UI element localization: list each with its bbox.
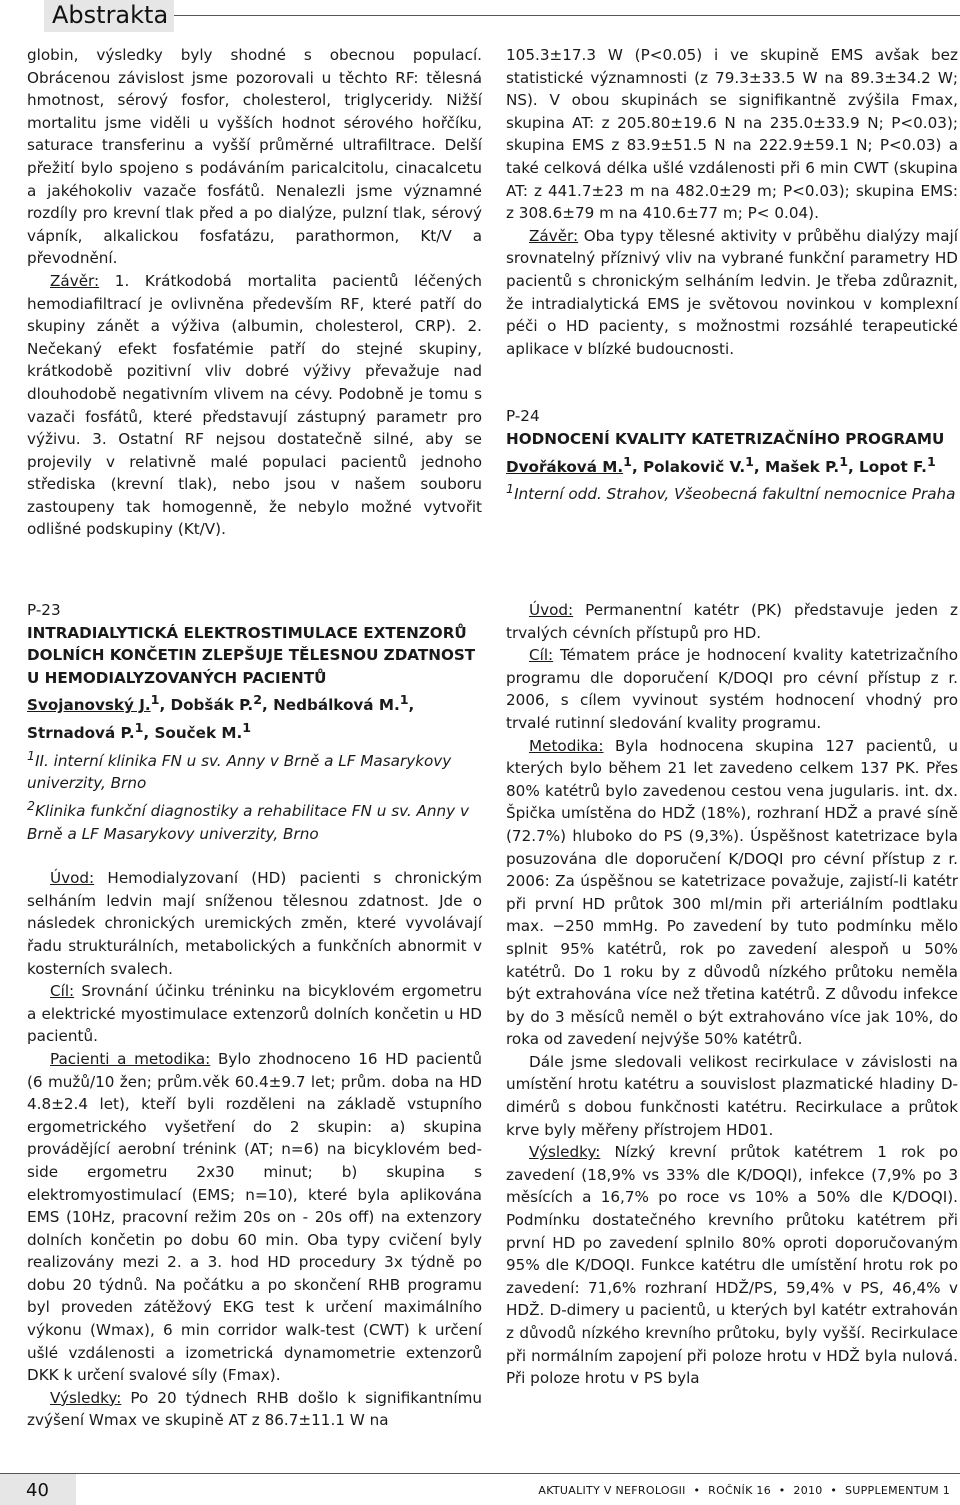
author: , Dobšák P.	[159, 696, 254, 715]
body-text: 1. Krátkodobá mortalita pacientů léčených hemodiafiltrací je ovlivněna především RF, které patří do skupiny zánět a výživa (albumin, cholesterol, CRP). 2. Nečekaný efekt fosfatémie patří do stejné skupiny, krátkodobě pozitivní vliv dobré výživy převažuje nad dlouhodobě negativním vlivem na cévy. Podobně je tomu s vazači fosfátů, které představují zástupný parametr pro výživu. 3. Ostatní RF nejsou dostatečně silné, aby se projevily v relativně malé populaci pacientů jednoho střediska (krevní tlak), nebo jsou v našem souboru zastoupeny tak homogenně, že nebylo možné vytvořit odlišné podskupiny (Kt/V).	[27, 271, 482, 539]
affiliation	[506, 478, 958, 506]
paragraph	[506, 1141, 958, 1390]
affiliation	[27, 745, 482, 795]
affiliation-text: Interní odd. Strahov, Všeobecná fakultní nemocnice Praha	[514, 485, 956, 504]
body-text: Bylo zhodnoceno 16 HD pacientů (6 mužů/10 žen; prům.věk 60.4±9.7 let; prům. doba na HD 4.8±2.4 let), kteří byli rozděleni na základě vstupního ergometrického vyšetření do 2 skupin: a) skupina provádějící aerobní trénink (AT; n=6) na bicyklovém bed-side ergometru 2x30 minut; b) skupina s elektromyostimulací (EMS; n=10), které byla aplikována EMS (10Hz, pracovní režim 20s on - 20s off) na extenzory dolních končetin po dobu 60 min. Oba typy cvičení byly realizovány mezi 2. a 3. hod HD procedury 3x týdně po dobu 20 týdnů. Na počátku a po skončení RHB programu byl proveden zátěžový EKG test k určení maximálního výkonu (Wmax), 6 min corridor walk-test (CWT) k určení ušlé vzdálenosti a izometrická dynamometrie extenzorů DKK k určení svalové síly (Fmax).	[27, 1049, 483, 1385]
affiliation-text: Klinika funkční diagnostiky a rehabilitace FN u sv. Anny v Brně a LF Masarykovy univerzity, Brno	[27, 802, 469, 843]
column-bottom-right	[506, 599, 958, 1390]
footer-rule	[0, 1473, 960, 1474]
superscript: 2	[253, 692, 263, 708]
superscript: 1	[623, 453, 632, 469]
separator-bullet: •	[778, 1484, 786, 1497]
section-title: Abstrakta	[52, 1, 169, 29]
journal-issue: ROČNÍK 16	[708, 1484, 771, 1497]
paragraph	[27, 270, 482, 541]
paragraph	[27, 1387, 482, 1432]
separator-bullet: •	[693, 1484, 701, 1497]
superscript: 1	[150, 692, 160, 708]
body-text: globin, výsledky byly shodné s obecnou populací. Obrácenou závislost jsme pozorovali u těchto RF: tělesná hmotnost, sérový fosfor, cholesterol, triglyceridy. Nižší mortalitu jsme viděli u vyšších hodnot sérového hořčíku, saturace transferinu a vyšší průměrné ultrafiltrace. Delší přežití bylo spojeno s podáváním paricalcitolu, cinacalcetu a jakéhokoliv vazače fosfátů. Nenalezli jsme významné rozdíly pro krevní tlak před a po dialýze, pulzní tlak, sérový vápník, alkalickou fosfatázu, parathormon, Kt/V a převodnění.	[27, 46, 482, 268]
author: , Lopot F.	[848, 457, 927, 476]
body-text: Srovnání účinku tréninku na bicyklovém ergometru a elektrické myostimulace extenzorů dolních končetin u HD pacientů.	[27, 982, 482, 1046]
separator-bullet: •	[830, 1484, 838, 1497]
paragraph	[506, 599, 958, 644]
author: , Souček M.	[143, 724, 243, 743]
body-text: Po 20 týdnech RHB došlo k signifikantnímu zvýšení Wmax ve skupině AT z 86.7±11.1 W na	[27, 1388, 482, 1430]
journal-year: 2010	[793, 1484, 823, 1497]
column-top-left	[27, 44, 482, 541]
body-text: Nízký krevní průtok katétrem 1 rok po zavedení (18,9% vs 33% dle K/DOQI), infekce (7,9% po 3 měsících a 16,7% po roce vs 10% a 50% dle K/DOQI). Podmínku dostatečného krevního průtoku katétrem při první HD po zavedení splnilo 80% oproti doporučovaným 95% dle K/DOQI. Funkce katétru dle umístění hrotu rok po zavedení: 71,6% rozhraní HDŽ/PS, 59,4% v PS, 46,4% v HDŽ. D-dimery u pacientů, u kterých byl katétr extrahován z důvodů nízkého krevního průtoku, byly vyšší. Recirkulace při normálním zapojení při poloze hrotu v HDŽ byla nulová. Při poloze hrotu v PS byla	[506, 1143, 958, 1388]
section-label: Výsledky:	[50, 1388, 122, 1407]
paragraph	[506, 735, 958, 1051]
journal-supplement: SUPPLEMENTUM 1	[844, 1484, 950, 1497]
body-text: Tématem práce je hodnocení kvality katetrizačního programu dle doporučení K/DOQI pro cévní přístup z r. 2006, s cílem vyvinout systém hodnocení vhodný pro trvalé rutinní sledování kvality programu.	[506, 646, 958, 732]
paragraph	[27, 867, 482, 980]
abstract-id: P-24	[506, 407, 540, 426]
column-bottom-left	[27, 599, 482, 1432]
body-text: Permanentní katétr (PK) představuje jeden z trvalých cévních přístupů pro HD.	[506, 601, 958, 642]
superscript: 2	[27, 797, 36, 813]
column-top-right	[506, 44, 958, 506]
paragraph	[27, 44, 482, 270]
section-label: Výsledky:	[529, 1143, 601, 1162]
journal-name: AKTUALITY V NEFROLOGII	[538, 1484, 686, 1497]
author: , Polakovič V.	[631, 457, 746, 476]
journal-info	[538, 1484, 950, 1497]
body-text: 105.3±17.3 W (P<0.05) i ve skupině EMS avšak bez statistické významnosti (z 79.3±33.5 W na 89.3±34.2 W; NS). V obou skupinách se signifikantně zvýšila Fmax, skupina AT: z 205.80±19.6 N na 235.0±33.9 N; P<0.03); skupina EMS z 83.9±51.5 N na 222.9±59.1 N; P<0.03) a také celková délka ušlé vzdálenosti při 6 min CWT (skupina AT: z 441.7±23 m na 482.0±29 m; P<0.03); skupina EMS: z 308.6±79 m na 410.6±77 m; P< 0.04).	[506, 46, 958, 223]
superscript: 1	[926, 453, 936, 469]
section-label: Cíl:	[50, 982, 75, 1001]
superscript: 1	[839, 453, 848, 469]
body-text: Byla hodnocena skupina 127 pacientů, u kterých bylo během 21 let zavedeno celkem 137 PK. Přes 80% katétrů bylo zavedenou cestou vena jugularis. int. dx. Špička umístěna do HDŽ (18%), rozhraní HDŽ a pravé síně (72.7%) hluboko do PS (9,3%). Úspěšnost katetrizace byla posuzována dle doporučení K/DOQI pro cévní přístup z r. 2006: Za úspěšnou se katetrizace považuje, zajistí-li katétr při první HD průtok 300 ml/min při arteriálním podtlaku max. −250 mmHg. Po zavedení by tuto podmínku mělo splnit 95% katétrů, rok po zavedení alespoň u 50% katétrů. Do 1 roku by z důvodů nízkého průtoku neměla být extrahována více než třetina katétrů. Z důvodu infekce by do 3 měsíců neměl o být extrahováno více jak 10%, do roka od zavedení nejvýše 50% katétrů.	[506, 736, 958, 1049]
section-label: Pacienti a metodika:	[50, 1049, 211, 1068]
paragraph	[27, 980, 482, 1048]
abstract-id: P-23	[27, 601, 61, 619]
section-label: Úvod:	[50, 869, 95, 888]
superscript: 1	[506, 481, 515, 497]
paragraph	[27, 1048, 482, 1387]
paragraph	[506, 644, 958, 734]
affiliation	[27, 795, 482, 845]
affiliation-text: II. interní klinika FN u sv. Anny v Brně a LF Masarykovy univerzity, Brno	[27, 751, 452, 793]
author: Svojanovský J.	[27, 696, 151, 715]
superscript: 1	[242, 720, 252, 736]
paragraph	[506, 225, 958, 361]
page-header	[0, 0, 960, 32]
author: , Nedbálková M.	[262, 696, 400, 715]
author: , Strnadová P.	[27, 696, 415, 743]
section-label: Cíl:	[529, 646, 554, 665]
header-rule	[174, 15, 960, 16]
superscript: 1	[399, 692, 409, 708]
superscript: 1	[27, 747, 36, 763]
paragraph	[506, 44, 958, 225]
section-label: Metodika:	[529, 736, 604, 755]
author-list	[506, 451, 958, 479]
author: , Mašek P.	[753, 457, 840, 476]
abstract-title: HODNOCENÍ KVALITY KATETRIZAČNÍHO PROGRAMU	[506, 429, 945, 448]
section-label: Závěr:	[529, 226, 579, 245]
superscript: 1	[134, 720, 144, 736]
author: Dvořáková M.	[506, 457, 624, 476]
page-number: 40	[26, 1480, 49, 1501]
section-label: Závěr:	[50, 271, 100, 290]
body-text: Hemodialyzovaní (HD) pacienti s chronickým selháním ledvin mají sníženou tělesnou zdatnost. Jde o následek chronických uremických změn, které vyvolávají řadu strukturálních, metabolických a funkčních abnormit v kosterních svalech.	[27, 869, 482, 978]
section-label: Úvod:	[529, 601, 574, 619]
superscript: 1	[745, 453, 754, 469]
body-text: Oba typy tělesné aktivity v průběhu dialýzy mají srovnatelný příznivý vliv na vybrané funkční parametry HD pacientů s chronickým selháním ledvin. Je třeba zdůraznit, že intradialytická EMS je světovou novinkou v komplexní péči o HD pacienty, s možnostmi rozsáhlé terapeutické aplikace v blízké budoucnosti.	[506, 226, 958, 358]
author-list	[27, 689, 482, 744]
abstract-title: INTRADIALYTICKÁ ELEKTROSTIMULACE EXTENZORŮ DOLNÍCH KONČETIN ZLEPŠUJE TĚLESNOU ZDATNOST U HEMODIALYZOVANÝCH PACIENTŮ	[27, 623, 476, 687]
paragraph: Dále jsme sledovali velikost recirkulace v závislosti na umístění hrotu katétru a souvislost plazmatické hladiny D-dimérů s dobou funkčnosti katétru. Recirkulace a průtok krve byly měřeny přístrojem HD01.	[506, 1052, 958, 1139]
